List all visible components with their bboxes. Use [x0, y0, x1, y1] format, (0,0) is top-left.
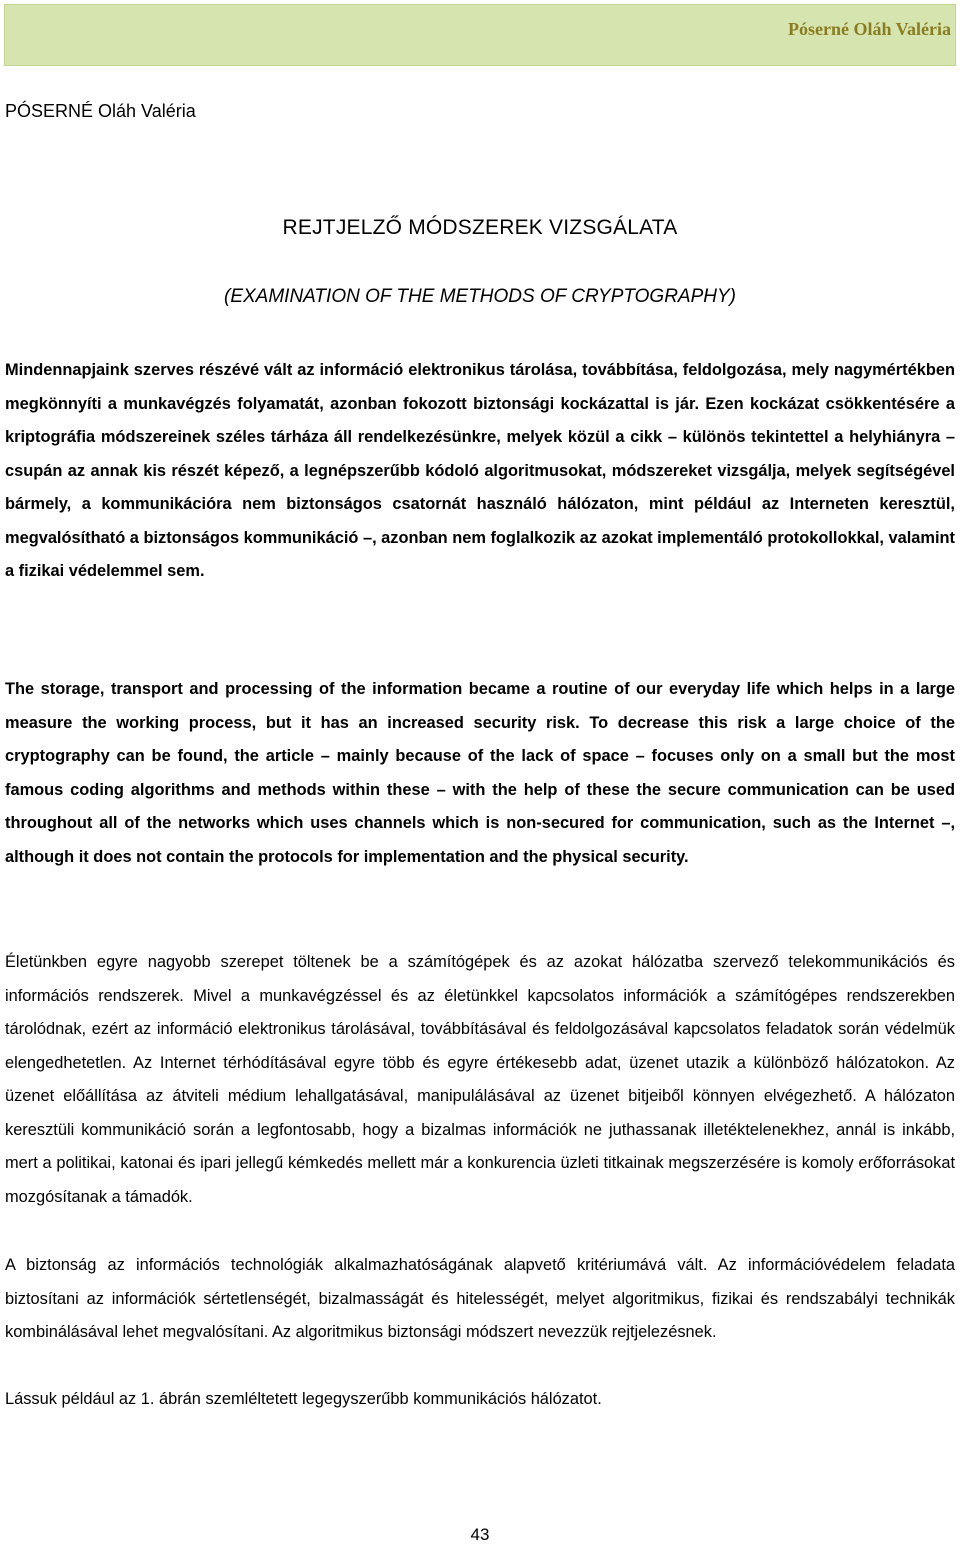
body-paragraph: Életünkben egyre nagyobb szerepet töltenek be a számítógépek és az azokat hálózatba szervező telekommunikációs és információs rendszerek. Mivel a munkavégzéssel és az életünkkel kapcsolatos információk a számítógépes rendszerekben tárolódnak, ezért az információ elektronikus tárolásával, továbbításával és feldolgozásával kapcsolatos feladatok során védelmük elengedhetetlen. Az Internet térhódításával egyre több és egyre értékesebb adat, üzenet utazik a különböző hálózatokon. Az üzenet előállítása az átviteli médium lehallgatásával, manipulálásával az üzenet bitjeiből könnyen elvégezhető. A hálózaton keresztüli kommunikáció során a legfontosabb, hogy a bizalmas információk ne juthassanak illetéktelenekhez, annál is inkább, mert a politikai, katonai és ipari jellegű kémkedés mellett már a konkurencia üzleti titkainak megszerzésére is komoly erőforrásokat mozgósítanak a támadók.	[5, 953, 955, 1206]
page-number: 43	[470, 1525, 490, 1544]
body-paragraph: A biztonság az információs technológiák alkalmazhatóságának alapvető kritériumává vált. Az információvédelem feladata biztosítani az információk sértetlenségét, bizalmasságát és hitelességét, melyet algoritmikus, fizikai és rendszabályi technikák kombinálásával lehet megvalósítani. Az algoritmikus biztonsági módszert nevezzük rejtjelezésnek.	[5, 1256, 955, 1341]
body-paragraph: Lássuk például az 1. ábrán szemléltetett legegyszerűbb kommunikációs hálózatot.	[5, 1390, 602, 1408]
article-subtitle: (EXAMINATION OF THE METHODS OF CRYPTOGRAPHY)	[224, 286, 736, 307]
article-title: REJTJELZŐ MÓDSZEREK VIZSGÁLATA	[282, 216, 678, 239]
running-header	[4, 4, 956, 66]
abstract-english: The storage, transport and processing of the information became a routine of our everyday life which helps in a large measure the working process, but it has an increased security risk. To decrease this risk a large choice of the cryptography can be found, the article – mainly because of the lack of space – focuses only on a small but the most famous coding algorithms and methods within these – with the help of these the secure communication can be used throughout all of the networks which uses channels which is non-secured for communication, such as the Internet –, although it does not contain the protocols for implementation and the physical security.	[5, 680, 955, 866]
running-header-author: Póserné Oláh Valéria	[788, 19, 951, 39]
abstract-hungarian: Mindennapjaink szerves részévé vált az információ elektronikus tárolása, továbbítása, feldolgozása, mely nagymértékben megkönnyíti a munkavégzés folyamatát, azonban fokozott biztonsági kockázattal is jár. Ezen kockázat csökkentésére a kriptográfia módszereinek széles tárháza áll rendelkezésünkre, melyek közül a cikk – különös tekintettel a helyhiányra – csupán az annak kis részét képező, a legnépszerűbb kódoló algoritmusokat, módszereket vizsgálja, melyek segítségével bármely, a kommunikációra nem biztonságos csatornát használó hálózaton, mint például az Interneten keresztül, megvalósítható a biztonságos kommunikáció –, azonban nem foglalkozik az azokat implementáló protokollokkal, valamint a fizikai védelemmel sem.	[5, 361, 955, 580]
article-author: PÓSERNÉ Oláh Valéria	[5, 101, 196, 121]
